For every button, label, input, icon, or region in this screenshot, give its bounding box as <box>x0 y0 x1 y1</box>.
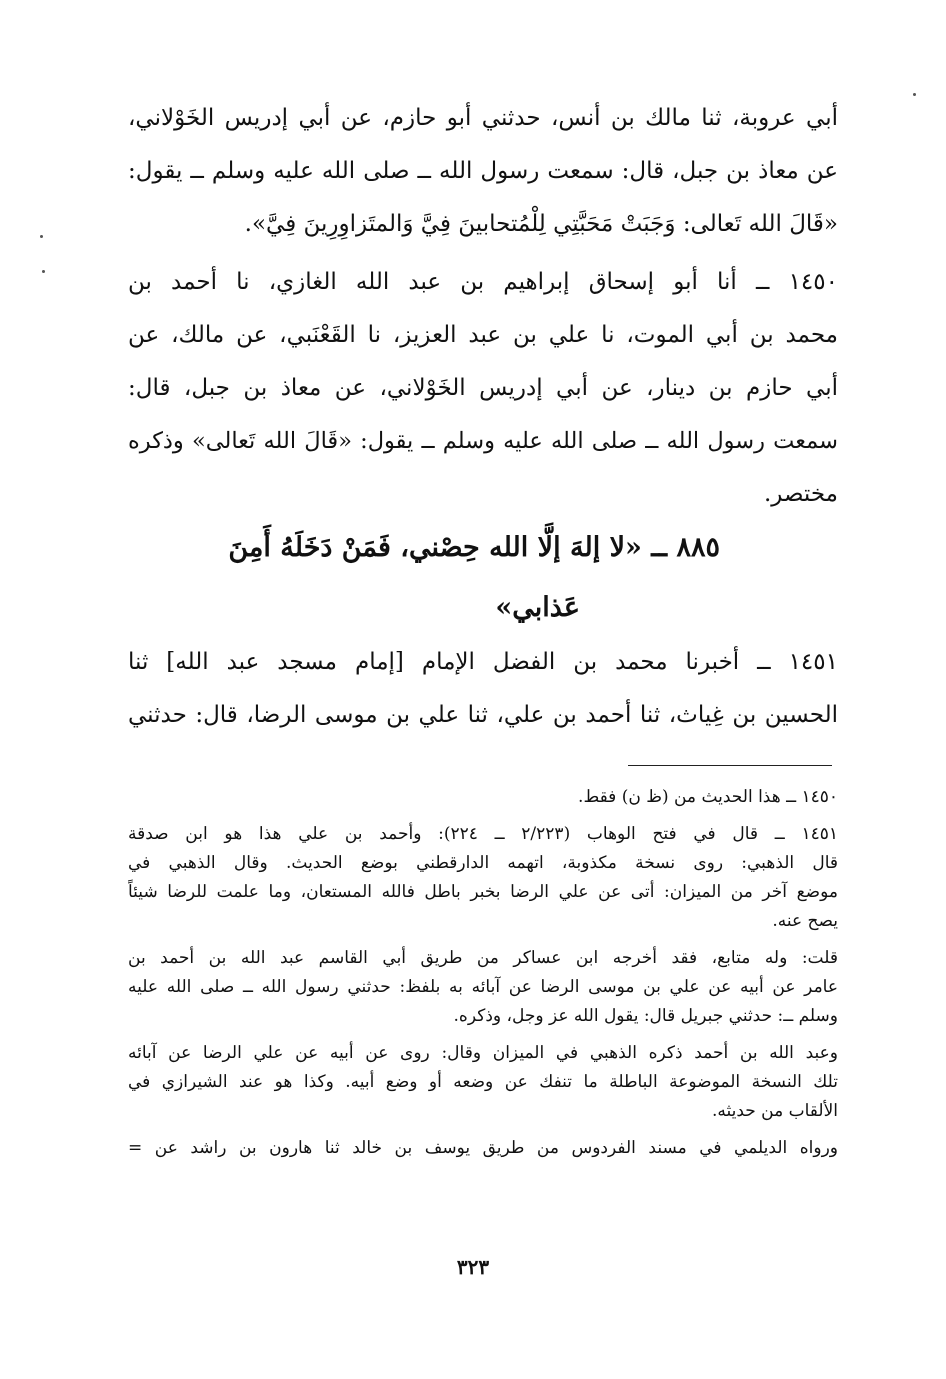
hadith-1450-paragraph <box>128 256 838 521</box>
heading-line: ٨٨٥ ــ «لا إلهَ إلَّا الله حِصْني، فَمَنْ دَخَلَهُ أَمِنَ <box>228 532 720 563</box>
text-line: أبي حازم بن دينار، عن أبي إدريس الخَوْلاني، عن معاذ بن جبل، قال: <box>128 375 838 401</box>
footnote-line: ورواه الديلمي في مسند الفردوس من طريق يوسف بن خالد ثنا هارون بن راشد عن = <box>128 1138 838 1158</box>
footnote-line: قال الذهبي: روى نسخة مكذوبة، اتهمه الدارقطني بوضع الحديث. وقال الذهبي في <box>128 853 838 873</box>
text-line: ١٤٥١ ــ أخبرنا محمد بن الفضل الإمام [إمام مسجد عبد الله] ثنا <box>128 649 838 675</box>
text-line: مختصر. <box>763 481 838 507</box>
footnote-line: وسلم ــ: حدثني جبريل قال: يقول الله عز وجل، وذكره. <box>453 1006 838 1026</box>
main-text-block-1 <box>128 92 838 251</box>
scan-speck <box>913 93 916 96</box>
text-line: ١٤٥٠ ــ أنا أبو إسحاق إبراهيم بن عبد الله الغازي، نا أحمد بن <box>128 269 838 295</box>
page-number: ٣٢٣ <box>456 1255 490 1279</box>
footnote-separator <box>628 765 832 766</box>
hadith-885-heading <box>200 518 720 638</box>
heading-line: عَذابي» <box>495 592 580 623</box>
text-line: أبي عروبة، ثنا مالك بن أنس، حدثني أبو حازم، عن أبي إدريس الخَوْلاني، <box>128 105 838 131</box>
hadith-1451-paragraph <box>128 636 838 742</box>
footnote-line: تلك النسخة الموضوعة الباطلة ما تنفك عن وضعه أو وضع أبيه. وكذا هو عند الشيرازي في <box>128 1072 838 1092</box>
footnote-line: ١٤٥١ ــ قال في فتح الوهاب (٢/٢٢٣ ــ ٢٢٤): وأحمد بن علي هذا هو ابن صدقة <box>128 824 838 844</box>
text-line: سمعت رسول الله ــ صلى الله عليه وسلم ــ يقول: «قَالَ الله تَعالى» وذكره <box>128 428 838 454</box>
text-line: محمد بن أبي الموت، نا علي بن عبد العزيز، نا القَعْنَبي، عن مالك، عن <box>128 322 838 348</box>
footnote-line: يصح عنه. <box>772 911 838 931</box>
scan-speck <box>40 235 43 238</box>
footnote-line: قلت: وله متابع، فقد أخرجه ابن عساكر من طريق أبي القاسم عبد الله بن أحمد بن <box>128 948 838 968</box>
footnote-1450 <box>128 783 838 812</box>
text-line: الحسين بن غِياث، ثنا أحمد بن علي، ثنا علي بن موسى الرضا، قال: حدثني <box>128 702 838 728</box>
footnote-line: موضع آخر من الميزان: أتى عن علي الرضا بخبر باطل فالله المستعان، وما علمت للرضا شيئاً <box>128 882 838 902</box>
footnote-1451 <box>128 820 838 936</box>
footnote-line: الألقاب من حديثه. <box>711 1101 838 1121</box>
footnote-paragraph <box>128 944 838 1031</box>
footnotes <box>128 783 838 1163</box>
scan-speck <box>42 270 45 273</box>
footnote-line: وعبد الله بن أحمد ذكره الذهبي في الميزان وقال: روى عن أبيه عن علي الرضا عن آبائه <box>128 1043 838 1063</box>
text-line: «قَالَ الله تَعالى: وَجَبَتْ مَحَبَّتِي لِلْمُتحابينَ فِيَّ وَالمتَزاوِرِينَ فِيَّ». <box>244 211 838 237</box>
footnote-paragraph <box>128 1039 838 1126</box>
footnote-line: ١٤٥٠ ــ هذا الحديث من (ظ ن) فقط. <box>578 787 838 807</box>
footnote-line: عامر عن أبيه عن علي بن موسى الرضا عن آبائه به بلفظ: حدثني رسول الله ــ صلى الله عليه <box>128 977 838 997</box>
footnote-paragraph <box>128 1134 838 1163</box>
text-line: عن معاذ بن جبل، قال: سمعت رسول الله ــ صلى الله عليه وسلم ــ يقول: <box>128 158 838 184</box>
